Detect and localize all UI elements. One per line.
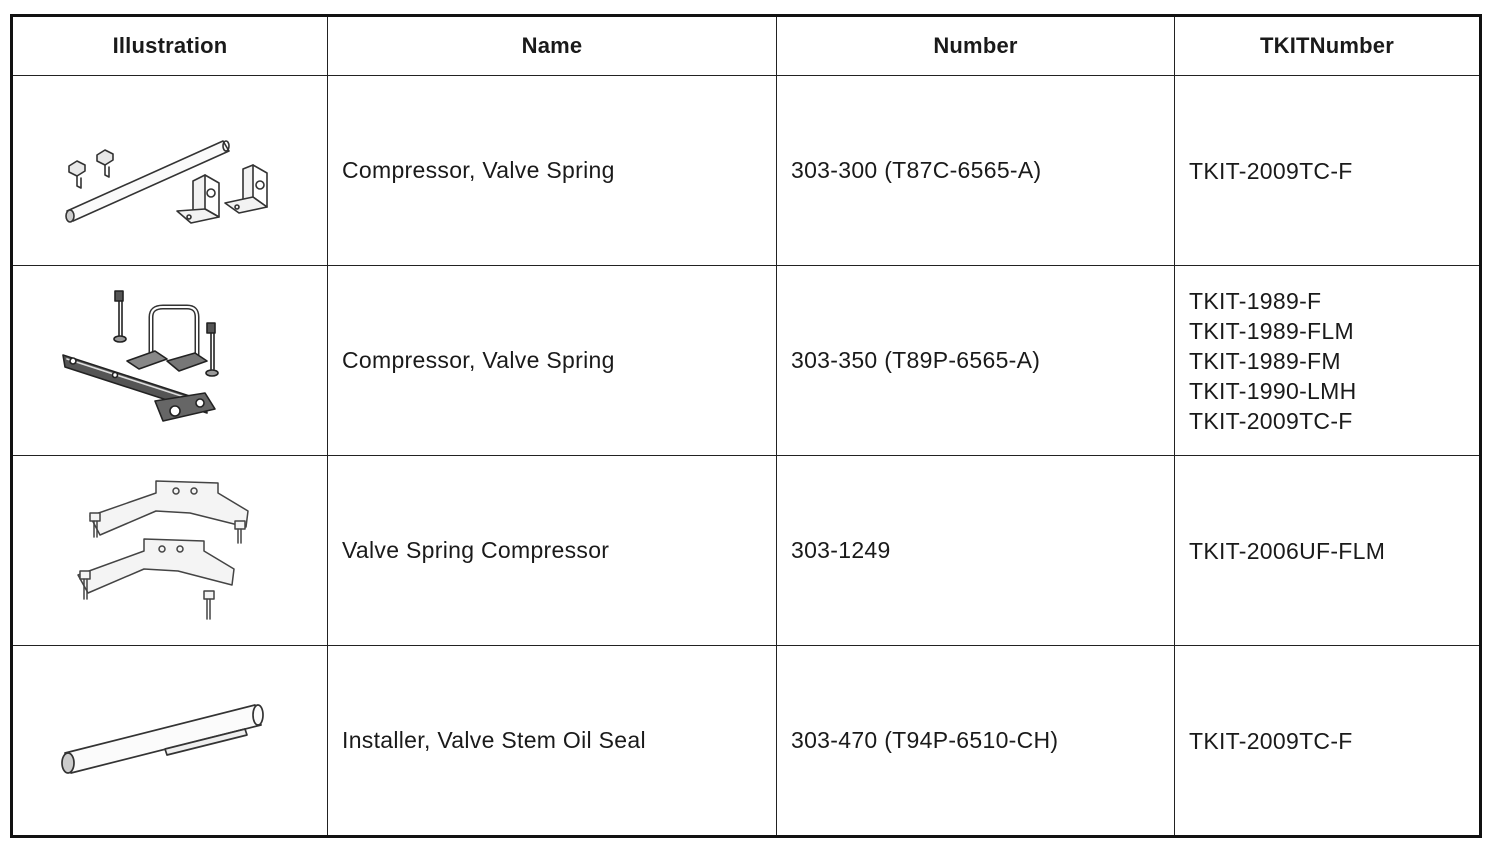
tool-number: 303-350 (T89P-6565-A) [777,266,1175,456]
header-illustration: Illustration [12,16,328,76]
valve-spring-compressor-bar-brackets-icon [55,111,285,231]
tool-name: Compressor, Valve Spring [328,76,777,266]
tkit-number: TKIT-2006UF-FLM [1189,537,1386,564]
valve-stem-oil-seal-installer-icon [55,691,285,791]
valve-spring-compressor-lever-icon [55,281,285,441]
tkit-number: TKIT-1989-FLM [1189,317,1354,344]
tkit-number: TKIT-2009TC-F [1189,157,1353,184]
tkit-number: TKIT-2009TC-F [1189,727,1353,754]
header-tkit-number: TKITNumber [1175,16,1481,76]
tool-number: 303-1249 [777,456,1175,646]
table-row [12,266,1481,456]
tkit-number-cell [1175,646,1481,837]
illustration-cell [12,646,328,837]
table-row [12,456,1481,646]
tool-number: 303-300 (T87C-6565-A) [777,76,1175,266]
tool-name: Valve Spring Compressor [328,456,777,646]
tkit-number-cell [1175,456,1481,646]
tkit-number: TKIT-2009TC-F [1189,407,1353,434]
tool-name: Installer, Valve Stem Oil Seal [328,646,777,837]
special-tools-table [10,14,1482,838]
tool-number: 303-470 (T94P-6510-CH) [777,646,1175,837]
illustration-cell [12,456,328,646]
table-header-row [12,16,1481,76]
illustration-cell [12,76,328,266]
illustration-cell [12,266,328,456]
table-row [12,646,1481,837]
table-row [12,76,1481,266]
tkit-number-cell [1175,266,1481,456]
tkit-number: TKIT-1989-F [1189,287,1322,314]
tool-name: Compressor, Valve Spring [328,266,777,456]
tkit-number: TKIT-1990-LMH [1189,377,1357,404]
valve-spring-compressor-plates-icon [70,471,270,631]
header-name: Name [328,16,777,76]
header-number: Number [777,16,1175,76]
tkit-number: TKIT-1989-FM [1189,347,1341,374]
tkit-number-cell [1175,76,1481,266]
